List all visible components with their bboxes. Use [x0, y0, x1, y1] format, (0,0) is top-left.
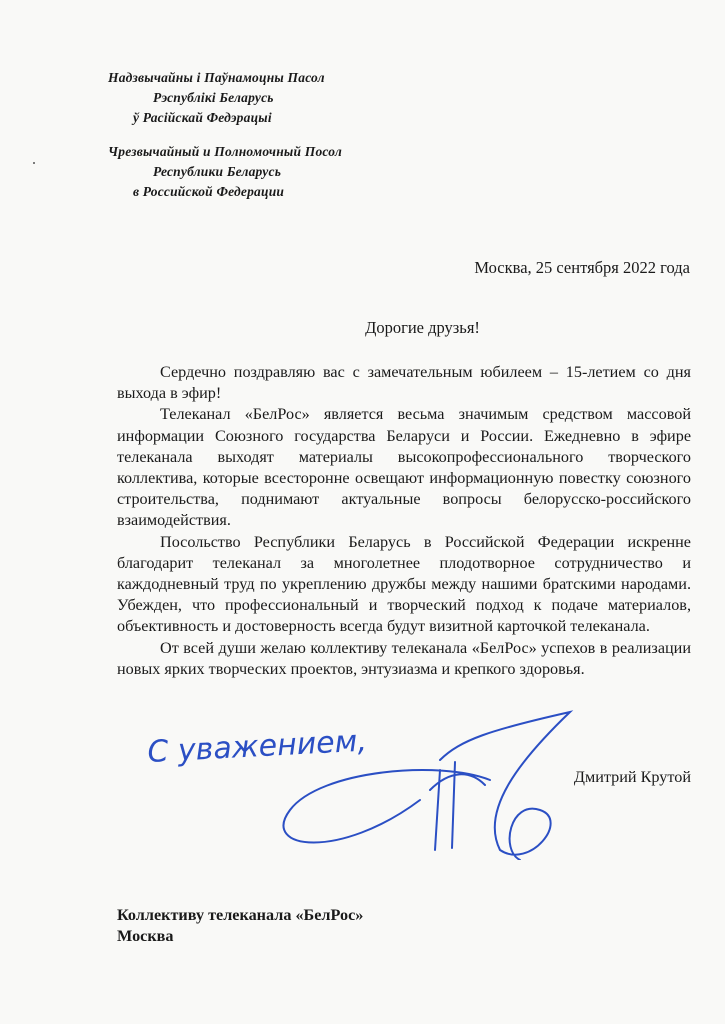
greeting: Дорогие друзья!: [365, 318, 480, 337]
letter-date: Москва, 25 сентября 2022 года: [474, 258, 690, 277]
letterhead-location-ru: в Российской Федерации: [133, 184, 285, 199]
recipient-city: Москва: [117, 927, 174, 945]
letterhead-belarusian: [108, 68, 342, 128]
letterhead-country-ru: Республики Беларусь: [153, 164, 282, 179]
letterhead-title-by: Надзвычайны і Паўнамоцны Пасол: [108, 70, 325, 85]
letterhead-title-ru: Чрезвычайный и Полномочный Посол: [108, 144, 343, 159]
body-paragraph: Посольство Республики Беларусь в Российской Федерации искренне благодарит телеканал за многолетнее плодотворное сотрудничество и каждодневный труд по укреплению дружбы между нашими братскими народами. Убежден, что профессиональный и творческий подход к подаче материалов, объективность и достоверность всегда будут визитной карточкой телеканала.: [117, 532, 691, 636]
body-paragraph: Сердечно поздравляю вас с замечательным юбилеем – 15-летием со дня выхода в эфир!: [117, 363, 691, 403]
recipient: [117, 905, 363, 947]
recipient-line: Коллективу телеканала «БелРос»: [117, 906, 364, 924]
letterhead: [108, 68, 342, 216]
signer-name: Дмитрий Крутой: [573, 768, 691, 786]
handwritten-closing: С уважением,: [146, 723, 368, 770]
body-paragraph: От всей души желаю коллективу телеканала «БелРос» успехов в реализации новых ярких творческих проектов, энтузиазма и крепкого здоровья.: [117, 638, 691, 678]
body-paragraph: Телеканал «БелРос» является весьма значимым средством массовой информации Союзного государства Беларуси и России. Ежедневно в эфире телеканала выходят материалы высокопрофессионального творческого коллектива, которые всесторонне освещают информационную повестку союзного строительства, поднимают актуальные вопросы белорусско-российского взаимодействия.: [117, 405, 691, 530]
letter-body: [117, 362, 691, 680]
letterhead-russian: [108, 142, 342, 202]
signature: [140, 700, 600, 860]
letterhead-location-by: ў Расійскай Федэрацыі: [133, 110, 272, 125]
letterhead-country-by: Рэспублікі Беларусь: [153, 90, 274, 105]
scan-speck: [33, 162, 35, 164]
